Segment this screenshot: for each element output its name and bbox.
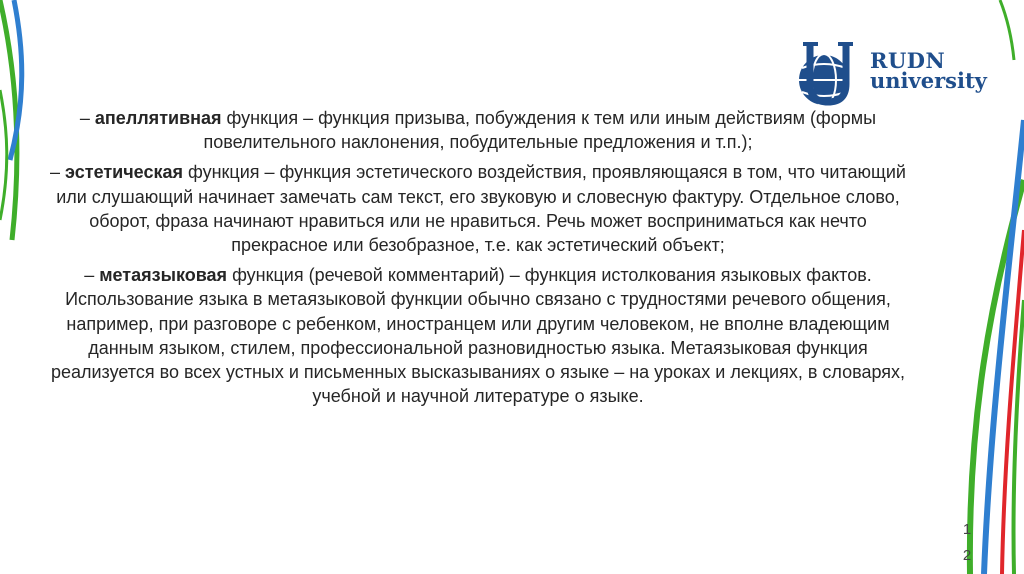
paragraph-text: функция – функция эстетического воздействия, проявляющаяся в том, что читающий или слушающий начинает замечать сам текст, его звуковую и словесную фактуру. Отдельное слово, оборот, фраза начинают нравиться или не нравиться. Речь может восприниматься как нечто прекрасное или безобразное, т.е. как эстетический объект;: [56, 162, 906, 256]
paragraph-text: функция – функция призыва, побуждения к тем или иным действиям (формы повелительного наклонения, побудительные предложения и т.п.);: [203, 108, 877, 153]
paragraph-metalinguistic: [44, 263, 912, 408]
dash: –: [50, 162, 66, 183]
dash: –: [79, 108, 95, 128]
paragraph-aesthetic: [44, 160, 912, 257]
logo-text: [870, 50, 987, 92]
rudn-globe-icon: [790, 38, 868, 116]
paragraph-text: функция (речевой комментарий) – функция истолкования языковых фактов. Использование языка в метаязыковой функции обычно связано с трудностями речевого общения, например, при разговоре с ребенком, иностранцем или другим человеком, не вполне владеющим данным языком, стилем, профессиональной разновидностью языка. Метаязыковая функция реализуется во всех устных и письменных высказываниях о языке – на уроках и лекциях, в словарях, учебной и научной литературе о языке.: [50, 265, 906, 407]
logo-line-1: RUDN: [870, 48, 946, 73]
page-number-line-2: 2: [962, 547, 972, 564]
top-right-curve: [1000, 0, 1014, 60]
logo-line-2: university: [870, 68, 987, 93]
page-number-line-1: 1: [962, 521, 972, 538]
term-aesthetic: эстетическая: [65, 162, 183, 183]
term-appellative: апеллятивная: [94, 108, 222, 128]
term-metalinguistic: метаязыковая: [99, 265, 228, 286]
dash: –: [84, 265, 100, 286]
page-number: [960, 517, 974, 569]
paragraph-appellative: [44, 106, 912, 154]
slide-body: [44, 106, 912, 414]
left-thin-green-curve: [0, 90, 7, 220]
